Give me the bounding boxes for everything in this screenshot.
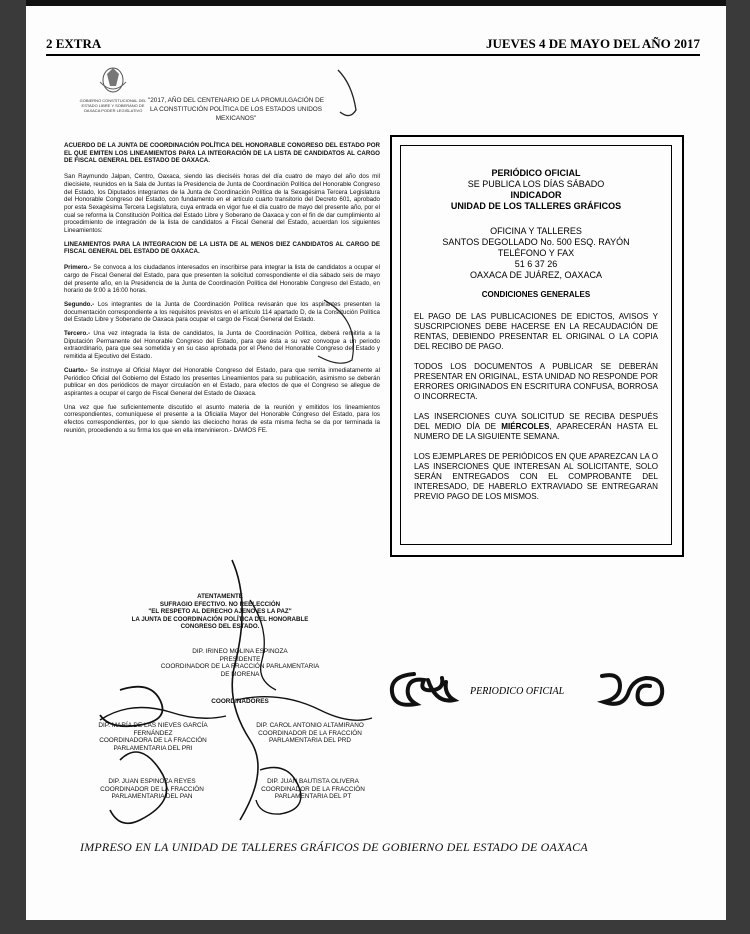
guideline-label: Tercero.-	[64, 330, 91, 338]
coordinator-name: DIP. JUAN BAUTISTA OLIVERA	[267, 778, 359, 785]
box-phone-label: TELÉFONO Y FAX	[497, 248, 575, 258]
guideline-label: Cuarto.-	[64, 366, 88, 374]
coordinator-prd-block	[240, 722, 380, 745]
insertions-text-c: , APARECERÁN HASTA EL NUMERO DE LA SIGUIENTE SEMANA.	[414, 422, 658, 441]
guideline-text: Se convoca a los ciudadanos interesados en inscribirse para integrar la lista de candidatos a ocupar el cargo de Fiscal General del Estado, para que presenten la solicitud correspondiente el día sábado seis de mayo del presente año, en la Presidencia de la Junta de Coordinación Política del Honorable Congreso del Estado, en horario de 9:00 a 16:00 horas.	[64, 264, 380, 295]
condition-copies: LOS EJEMPLARES DE PERIÓDICOS EN QUE APAREZCAN LA O LAS INSERCIONES QUE INTERESAN AL SOLICITANTE, SOLO SERÁN ENTREGADOS CON EL COMPROBANTE DEL INTERESADO, DE HABERLO EXTRAVIADO SE ENTREGARAN PREVIO PAGO DE LOS MISMOS.	[414, 452, 658, 501]
coordinator-name: DIP. CAROL ANTONIO ALTAMIRANO	[256, 722, 364, 729]
insertions-day: MIÉRCOLES	[501, 422, 550, 431]
edition-label: 2 EXTRA	[46, 36, 102, 51]
page-header	[46, 36, 700, 52]
year-motto: "2017, AÑO DEL CENTENARIO DE LA PROMULGACIÓN DE LA CONSTITUCIÓN POLÍTICA DE LOS ESTADOS UNIDOS MEXICANOS"	[147, 97, 325, 122]
box-unit: UNIDAD DE LOS TALLERES GRÁFICOS	[450, 201, 622, 211]
atentamente: ATENTAMENTE	[197, 593, 243, 600]
slogan-2: "EL RESPETO AL DERECHO AJENO ES LA PAZ"	[148, 608, 292, 615]
president-name: DIP. IRINEO MOLINA ESPINOZA	[192, 648, 288, 655]
agreement-closing: Una vez que fue suficientemente discutido el asunto materia de la reunión y emitidos los lineamientos correspondientes, comuníquese el presente a la Oficialía Mayor del Honorable Congreso del Estado, para los efectos correspondientes, por lo que siendo las dieciocho horas de esta misma fecha se da por terminada la reunión, procediendo a su firma los que en ella intervinieron.- DAMOS FE.	[64, 403, 380, 434]
coordinator-pan-block	[92, 778, 212, 801]
guideline-text: Los integrantes de la Junta de Coordinación Política revisarán que los aspirantes presenten la documentación correspondiente a los requisitos previstos en el artículo 114 apartado D, de la Constitución Política del Estado Libre y Soberano de Oaxaca para ocupar el cargo de Fiscal General del Estado.	[64, 300, 380, 324]
conditions-title: CONDICIONES GENERALES	[481, 290, 591, 299]
guidelines-title: LINEAMIENTOS PARA LA INTEGRACION DE LA LISTA DE AL MENOS DIEZ CANDIDATOS AL CARGO DE FISCAL GENERAL DEL ESTADO DE OAXACA.	[64, 240, 380, 256]
guideline-item	[64, 330, 380, 361]
signature-header	[100, 593, 340, 631]
right-ornament-icon	[592, 668, 670, 712]
guideline-item	[64, 264, 380, 295]
issue-date: JUEVES 4 DE MAYO DEL AÑO 2017	[485, 36, 700, 51]
president-role-2: DE MORENA	[220, 670, 260, 678]
guideline-text: Una vez integrada la lista de candidatos, la Junta de Coordinación Política, deberá remitirla a la Diputación Permanente del Honorable Congreso del Estado, para que ésta a su vez convoque a un periodo extraordinario, para que sea sometida y en su caso aprobada por el Pleno del Honorable Congreso del Estado y remitida al Ejecutivo del Estado.	[64, 330, 380, 361]
agreement-column	[64, 142, 380, 441]
body-line-1: LA JUNTA DE COORDINACIÓN POLÍTICA DEL HONORABLE	[131, 615, 309, 623]
coordinator-name: DIP. JUAN ESPINOZA REYES	[108, 778, 196, 785]
coordinator-name: DIP. MARÍA DE LAS NIEVES GARCÍA FERNÁNDEZ	[98, 722, 208, 737]
box-city: OAXACA DE JUÁREZ, OAXACA	[469, 270, 603, 280]
info-box	[414, 168, 658, 512]
guideline-item	[64, 367, 380, 398]
coordinator-role: COORDINADOR DE LA FRACCIÓN PARLAMENTARIA DEL PAN	[100, 785, 204, 800]
left-ornament-icon	[384, 668, 460, 712]
box-office: OFICINA Y TALLERES	[490, 226, 582, 236]
agreement-title: ACUERDO DE LA JUNTA DE COORDINACIÓN POLÍTICA DEL HONORABLE CONGRESO DEL ESTADO POR EL QUE EMITEN LOS LINEAMIENTOS PARA LA INTEGRACIÓN DE LA LISTA DE CANDIDATOS AL CARGO DE FISCAL GENERAL DEL ESTADO DE OAXACA.	[64, 142, 380, 165]
president-signature-block	[150, 648, 330, 678]
condition-documents: TODOS LOS DOCUMENTOS A PUBLICAR SE DEBERÁN PRESENTAR EN ORIGINAL, ESTA UNIDAD NO RESPONDE POR ERRORES ORIGINADOS EN ESCRITURA CONFUSA, BORROSA O INCORRECTA.	[414, 362, 658, 401]
ornament-label: PERIODICO OFICIAL	[470, 686, 565, 697]
header-rule	[46, 54, 700, 56]
coordinators-label: COORDINADORES	[211, 698, 269, 705]
box-frequency: SE PUBLICA LOS DÍAS SÁBADO	[467, 179, 605, 189]
top-border	[26, 0, 726, 6]
box-indicator: INDICADOR	[510, 190, 562, 200]
box-title: PERIÓDICO OFICIAL	[491, 168, 581, 178]
coordinator-pri-block	[88, 722, 218, 752]
condition-insertions	[414, 412, 658, 442]
guideline-label: Segundo.-	[64, 300, 95, 308]
body-line-2: CONGRESO DEL ESTADO.	[180, 623, 260, 630]
coordinator-pt-block	[248, 778, 378, 801]
box-phone: 51 6 37 26	[514, 259, 558, 269]
agreement-intro: San Raymundo Jalpan, Centro, Oaxaca, siendo las dieciséis horas del día cuatro de mayo del año dos mil diecisiete, reunidos en la Sala de Juntas la Presidencia de Junta de Coordinación Política del Honorable Congreso del Estado, los Diputados integrantes de la Junta de Coordinación Política de la Sexagésima Tercera Legislatura del Honorable Congreso del Estado, con fundamento en el artículo cuarto transitorio del Decreto 601, aprobado por esta Sexagésima Tercera Legislatura, cuya entrada en vigor fue el día cuatro de mayo del presente año, por el cual se reforma la Constitución Política del Estado Libre y Soberano de Oaxaca y con el fin de dar cumplimiento al procedimiento de integración de la lista de candidatos a Fiscal General del Estado, acuerdan los siguientes Lineamientos:	[64, 173, 380, 235]
president-role-1: COORDINADOR DE LA FRACCIÓN PARLAMENTARIA	[160, 663, 320, 670]
print-footer: IMPRESO EN LA UNIDAD DE TALLERES GRÁFICOS DE GOBIERNO DEL ESTADO DE OAXACA	[80, 840, 588, 854]
slogan-1: SUFRAGIO EFECTIVO. NO REELECCIÓN	[159, 600, 281, 608]
condition-payment: EL PAGO DE LAS PUBLICACIONES DE EDICTOS, AVISOS Y SUSCRIPCIONES DEBE HACERSE EN LA RECAUDACIÓN DE RENTAS, DEBIENDO PRESENTAR EL ORIGINAL O LA COPIA DEL RECIBO DE PAGO.	[414, 312, 658, 351]
president-title: PRESIDENTE	[219, 655, 261, 663]
seal-caption: GOBIERNO CONSTITUCIONAL DEL ESTADO LIBRE Y SOBERANO DE OAXACA PODER LEGISLATIVO	[79, 98, 147, 113]
coordinator-role: COORDINADORA DE LA FRACCIÓN PARLAMENTARIA DEL PRI	[99, 737, 207, 752]
guideline-item	[64, 301, 380, 324]
guideline-text: Se instruye al Oficial Mayor del Honorable Congreso del Estado, para que remita inmediatamente al Periódico Oficial del Gobierno del Estado los presentes Lineamientos para su publicación, asimismo se deberán publicar en dos periódicos de mayor circulación en el Estado, para efectos de que el Congreso se allegue de aspirantes a ocupar el cargo de Fiscal General del Estado de Oaxaca.	[64, 366, 380, 397]
insertions-text-a: LAS INSERCIONES CUYA SOLICITUD SE RECIBA DESPUÉS DEL MEDIO DÍA DE	[414, 412, 658, 431]
guideline-label: Primero.-	[64, 264, 92, 272]
coordinator-role: COORDINADOR DE LA FRACCIÓN PARLAMENTARIA DEL PT	[261, 785, 365, 800]
coordinator-role: COORDINADOR DE LA FRACCIÓN PARLAMENTARIA DEL PRD	[258, 729, 362, 744]
box-address: SANTOS DEGOLLADO No. 500 ESQ. RAYÓN	[442, 237, 630, 247]
